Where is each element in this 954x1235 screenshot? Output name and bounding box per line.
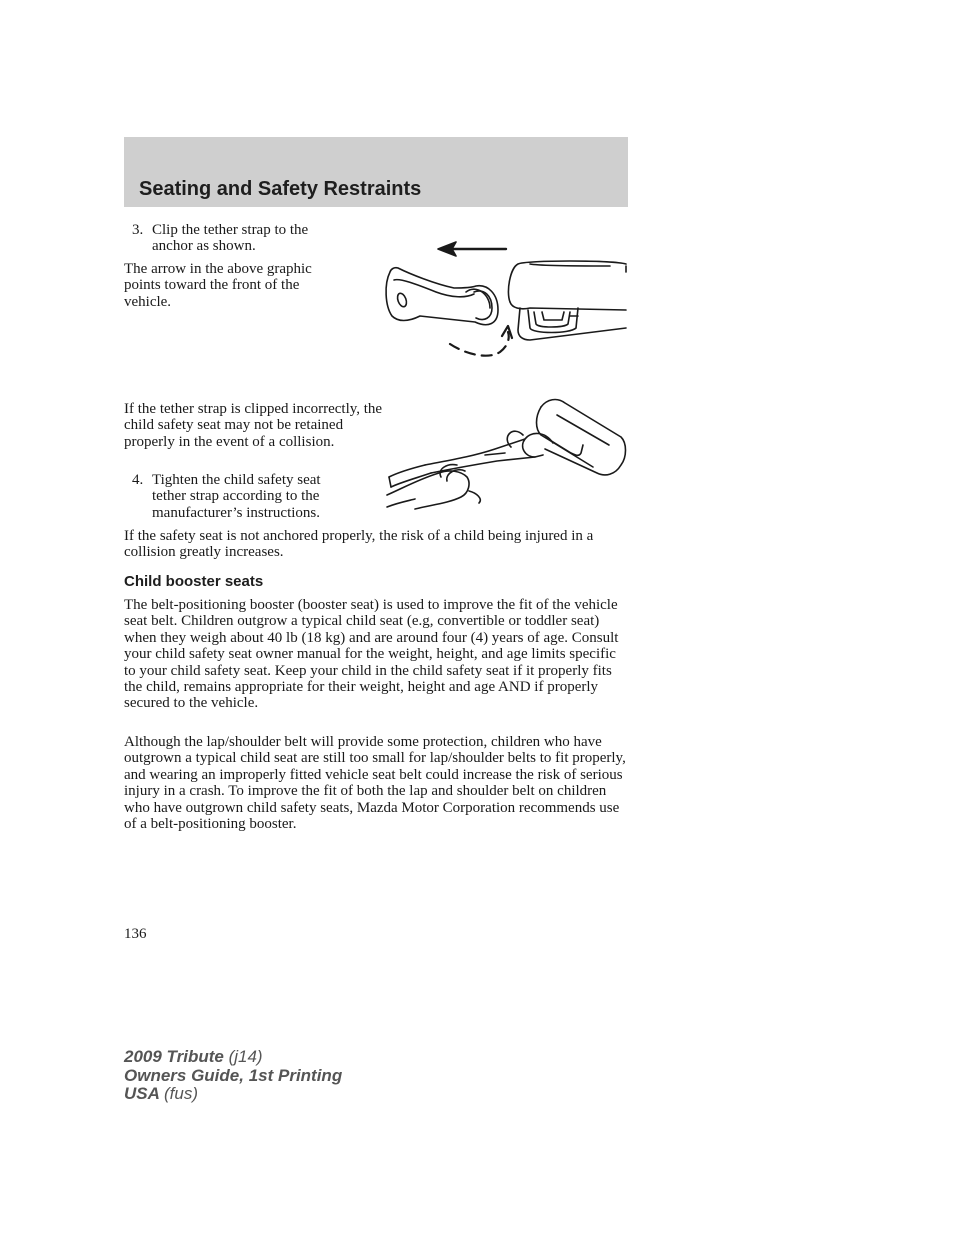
arrow-note: The arrow in the above graphic points toward the front of the vehicle.: [124, 261, 312, 310]
footer-model: 2009 Tribute: [124, 1047, 224, 1066]
booster-paragraph-2: Although the lap/shoulder belt will provide some protection, children who have outgrown a typical child seat are still too small for lap/shoulder belts to fit properly, and wearing an improperly fitted vehicle seat belt could increase the risk of serious injury in a crash. To improve the fit of both the lap and shoulder belt on children who have outgrown child safety seats, Mazda Motor Corporation recommends use of a belt-positioning booster.: [124, 734, 626, 833]
footer-model-code: (j14): [228, 1047, 263, 1066]
step-number: 3.: [132, 222, 144, 238]
step-text: Clip the tether strap to the anchor as shown.: [152, 222, 309, 255]
tether-tighten-illustration: [385, 395, 630, 525]
footer-line-1: [124, 1048, 342, 1067]
booster-paragraph-1: The belt-positioning booster (booster seat) is used to improve the fit of the vehicle seat belt. Children outgrow a typical child seat (e.g, convertible or toddler seat) when they weigh about 40 lb (18 kg) and are around four (4) years of age. Consult your child safety seat owner manual for the weight, height, and age limits specific to your child safety seat. Keep your child in the child safety seat if it properly fits the child, remains appropriate for their weight, height and age AND if properly secured to the vehicle.: [124, 597, 619, 712]
footer-line-3: [124, 1085, 342, 1104]
footer-line-2: Owners Guide, 1st Printing: [124, 1065, 343, 1085]
footer-market: USA: [124, 1084, 160, 1103]
risk-statement: If the safety seat is not anchored properly, the risk of a child being injured in a collision greatly increases.: [124, 528, 594, 561]
print-footer: [124, 1048, 342, 1104]
incorrect-clip-warning: If the tether strap is clipped incorrectly, the child safety seat may not be retained properly in the event of a collision.: [124, 401, 383, 450]
step-text: Tighten the child safety seat tether strap according to the manufacturer’s instructions.: [152, 472, 321, 521]
tether-clip-illustration: [380, 232, 630, 372]
section-title: Seating and Safety Restraints: [139, 178, 422, 200]
footer-market-code: (fus): [164, 1084, 198, 1103]
step-number: 4.: [132, 472, 144, 488]
page-number: 136: [124, 926, 147, 942]
booster-seats-heading: Child booster seats: [124, 573, 264, 590]
